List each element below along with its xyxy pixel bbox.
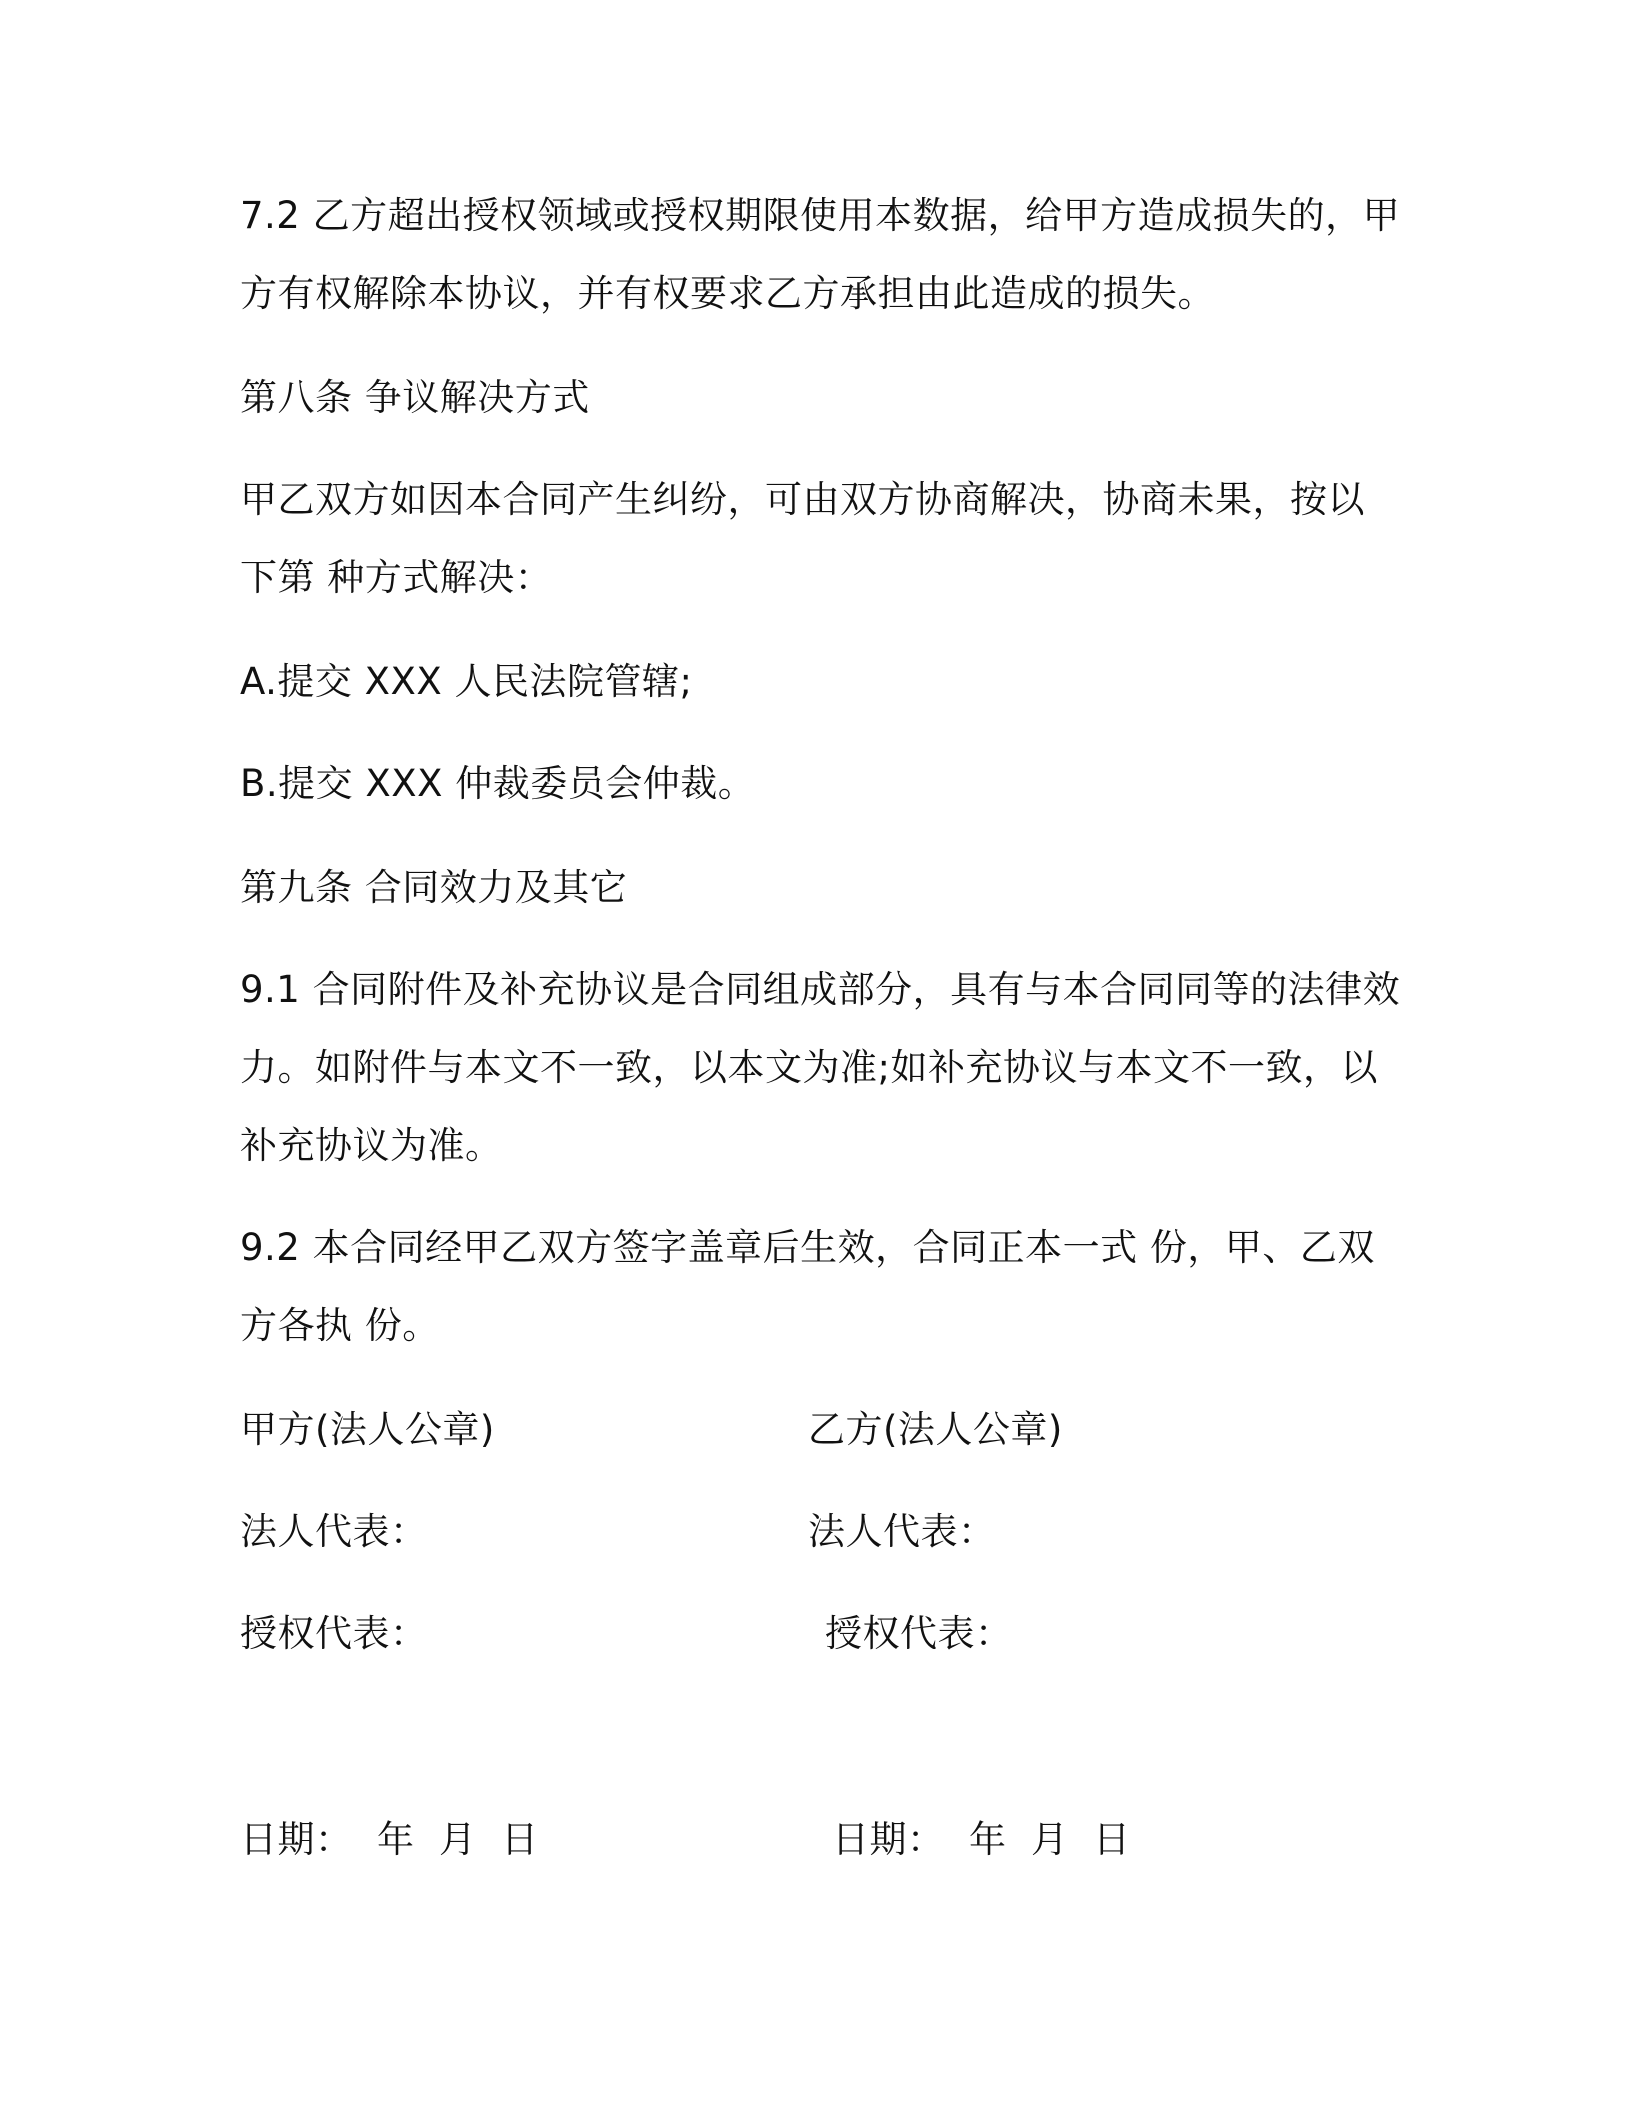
clause-9-2-line-1: 9.2 本合同经甲乙双方签字盖章后生效，合同正本一式 份，甲、乙双 <box>240 1226 1375 1269</box>
article-8-heading: 第八条 争议解决方式 <box>240 376 590 419</box>
party-a-auth-rep: 授权代表： <box>240 1612 428 1655</box>
party-a-seal: 甲方(法人公章) <box>240 1408 495 1451</box>
clause-7-2-line-2: 方有权解除本协议，并有权要求乙方承担由此造成的损失。 <box>240 272 1215 315</box>
clause-9-1-line-3: 补充协议为准。 <box>240 1124 503 1167</box>
party-b-auth-rep: 授权代表： <box>825 1612 1013 1655</box>
article-8-paragraph-line-2: 下第 种方式解决： <box>240 556 553 599</box>
option-b: B.提交 XXX 仲裁委员会仲裁。 <box>240 762 756 805</box>
party-a-legal-rep: 法人代表： <box>240 1510 428 1553</box>
clause-9-1-line-2: 力。如附件与本文不一致，以本文为准;如补充协议与本文不一致，以 <box>240 1046 1378 1089</box>
clause-9-2-line-2: 方各执 份。 <box>240 1304 440 1347</box>
party-b-date: 日期： 年 月 日 <box>832 1818 1131 1861</box>
party-b-legal-rep: 法人代表： <box>808 1510 996 1553</box>
party-b-seal: 乙方(法人公章) <box>808 1408 1063 1451</box>
clause-9-1-line-1: 9.1 合同附件及补充协议是合同组成部分，具有与本合同同等的法律效 <box>240 968 1401 1011</box>
party-a-date: 日期： 年 月 日 <box>240 1818 539 1861</box>
option-a: A.提交 XXX 人民法院管辖; <box>240 660 693 703</box>
article-8-paragraph-line-1: 甲乙双方如因本合同产生纠纷，可由双方协商解决，协商未果，按以 <box>240 478 1365 521</box>
clause-7-2-line-1: 7.2 乙方超出授权领域或授权期限使用本数据，给甲方造成损失的，甲 <box>240 194 1401 237</box>
article-9-heading: 第九条 合同效力及其它 <box>240 866 628 909</box>
